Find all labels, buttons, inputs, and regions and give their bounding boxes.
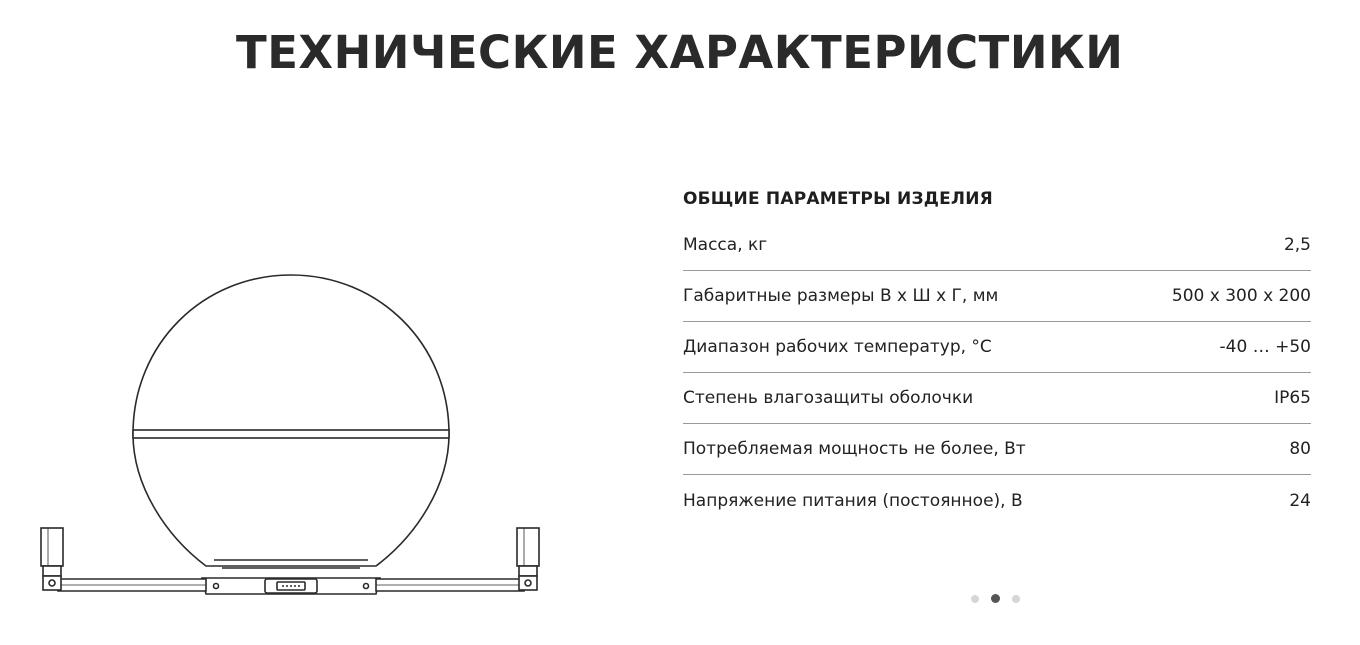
spec-label: Диапазон рабочих температур, °С (683, 337, 992, 357)
spec-row-voltage (683, 475, 1311, 526)
spec-value: IP65 (1274, 388, 1311, 408)
spec-label: Напряжение питания (постоянное), В (683, 490, 1023, 511)
spec-value: -40 … +50 (1219, 337, 1311, 357)
spec-value: 80 (1289, 439, 1311, 459)
spec-row-temperature (683, 322, 1311, 373)
carousel-dot-active[interactable] (991, 594, 1000, 603)
spherical-device-drawing-icon (36, 266, 546, 606)
spec-label: Потребляемая мощность не более, Вт (683, 439, 1026, 459)
spec-value: 500 х 300 х 200 (1171, 286, 1311, 306)
carousel-dot[interactable] (971, 595, 979, 603)
spec-label: Габаритные размеры В х Ш х Г, мм (683, 286, 999, 306)
page-title: ТЕХНИЧЕСКИЕ ХАРАКТЕРИСТИКИ (236, 26, 1124, 79)
spec-row-power (683, 424, 1311, 475)
spec-value: 2,5 (1283, 235, 1311, 255)
spec-label: Степень влагозащиты оболочки (683, 388, 974, 408)
spec-label: Масса, кг (683, 235, 768, 255)
specs-table (683, 186, 1311, 526)
specs-heading: ОБЩИЕ ПАРАМЕТРЫ ИЗДЕЛИЯ (683, 189, 993, 209)
spec-row-mass (683, 220, 1311, 271)
carousel-dot[interactable] (1012, 595, 1020, 603)
spec-row-protection (683, 373, 1311, 424)
carousel-pagination (971, 594, 1020, 603)
spec-row-dimensions (683, 271, 1311, 322)
spec-value: 24 (1289, 490, 1311, 511)
